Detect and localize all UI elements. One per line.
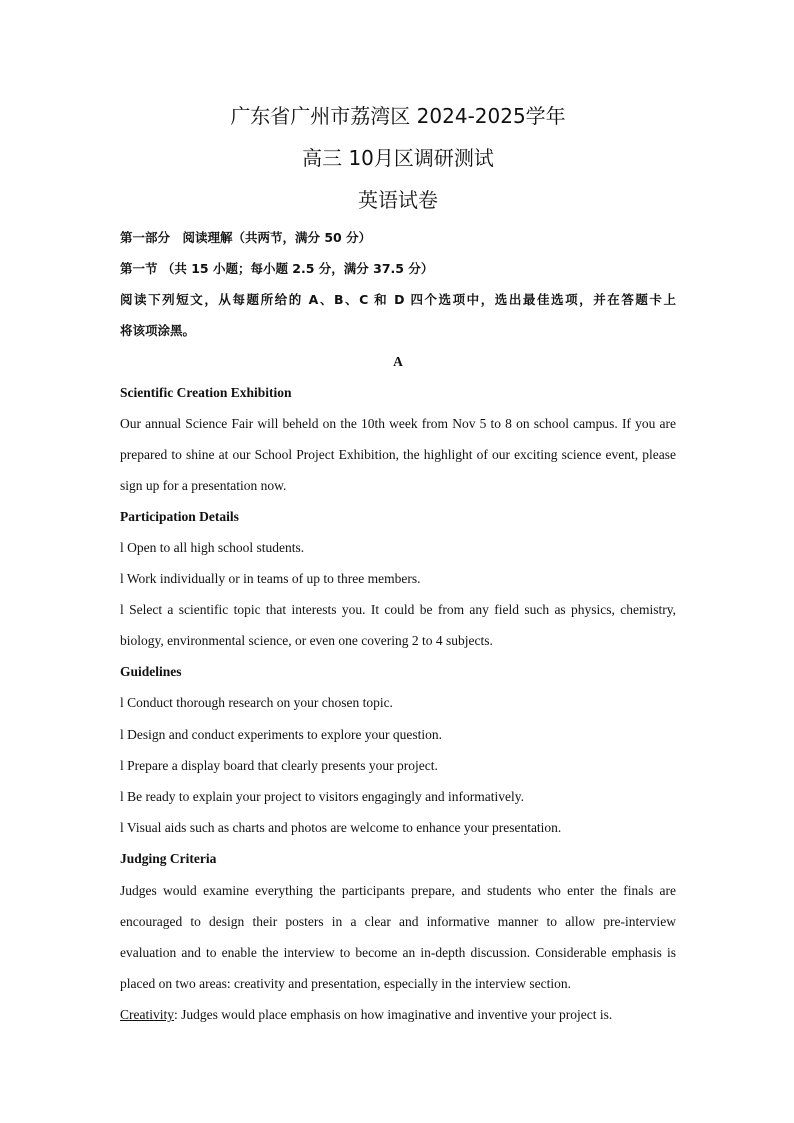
participation-heading: Participation Details (120, 509, 239, 524)
title-line-1: 广东省广州市荔湾区 2024-2025学年 (230, 104, 566, 128)
part-heading: 第一部分 阅读理解（共两节，满分 50 分） (120, 230, 372, 245)
participation-item-continued: biology, environmental science, or even one covering 2 to 4 subjects. (120, 633, 493, 648)
intro-line-2: prepared to shine at our School Project Exhibition, the highlight of our exciting science event, please (120, 447, 676, 462)
intro-line-1: Our annual Science Fair will beheld on the 10th week from Nov 5 to 8 on school campus. If you are (120, 416, 676, 431)
creativity-criterion (120, 999, 676, 1030)
judging-line: Judges would examine everything the participants prepare, and students who enter the finals are (120, 883, 676, 898)
creativity-term: Creativity (120, 1007, 174, 1022)
passage-heading: Scientific Creation Exhibition (120, 385, 292, 400)
judging-heading: Judging Criteria (120, 851, 217, 866)
directions-line-2: 将该项涂黑。 (120, 323, 196, 338)
participation-item: l Work individually or in teams of up to three members. (120, 571, 421, 586)
creativity-text: : Judges would place emphasis on how imaginative and inventive your project is. (174, 1007, 613, 1022)
guidelines-heading: Guidelines (120, 664, 182, 679)
judging-line: encouraged to design their posters in a clear and informative manner to allow pre-interview (120, 914, 676, 929)
guideline-item: l Prepare a display board that clearly presents your project. (120, 758, 438, 773)
title-line-2: 高三 10月区调研测试 (302, 146, 494, 170)
intro-line-3: sign up for a presentation now. (120, 478, 287, 493)
participation-item: l Open to all high school students. (120, 540, 305, 555)
directions-line-1: 阅读下列短文，从每题所给的 A、B、C 和 D 四个选项中，选出最佳选项，并在答题卡上 (120, 292, 676, 307)
title-line-3: 英语试卷 (358, 188, 438, 212)
section-heading: 第一节 （共 15 小题；每小题 2.5 分，满分 37.5 分） (120, 261, 434, 276)
guideline-item: l Conduct thorough research on your chosen topic. (120, 695, 393, 710)
guideline-item: l Design and conduct experiments to explore your question. (120, 727, 443, 742)
judging-line: evaluation and to enable the interview to become an in-depth discussion. Considerable emphasis is (120, 945, 676, 960)
passage-label: A (393, 354, 403, 369)
participation-item: l Select a scientific topic that interests you. It could be from any field such as physics, chemistry, (120, 602, 676, 617)
guideline-item: l Visual aids such as charts and photos are welcome to enhance your presentation. (120, 820, 562, 835)
guideline-item: l Be ready to explain your project to visitors engagingly and informatively. (120, 789, 525, 804)
judging-line: placed on two areas: creativity and presentation, especially in the interview section. (120, 976, 571, 991)
